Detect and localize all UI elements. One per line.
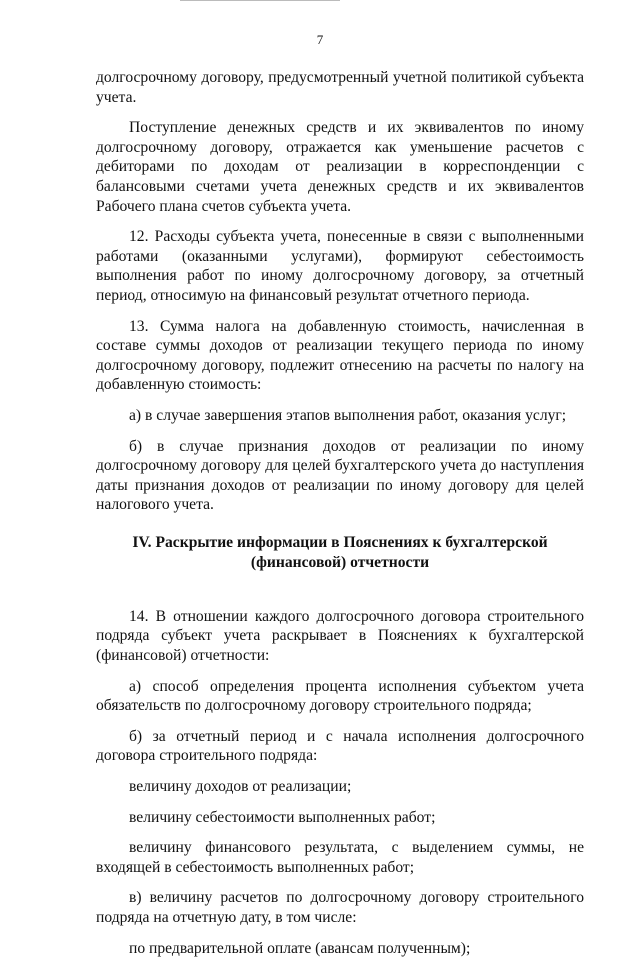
paragraph-14b: б) за отчетный период и с начала исполнения долгосрочного договора строительного подряда: (96, 727, 584, 765)
section-heading (96, 533, 584, 573)
paragraph-12: 12. Расходы субъекта учета, понесенные в связи с выполненными работами (оказанными услугами), формируют себестоимость выполнения работ по иному долгосрочному договору, за отчетный период, относимую на финансовый результат отчетного периода. (96, 228, 584, 304)
paragraph-14a: а) способ определения процента исполнения субъектом учета обязательств по долгосрочному договору строительного подряда; (96, 677, 584, 715)
page-number: 7 (316, 32, 324, 47)
paragraph-continuation: долгосрочному договору, предусмотренный учетной политикой субъекта учета. (96, 69, 584, 106)
list-item-cost: величину себестоимости выполненных работ; (129, 808, 436, 826)
paragraph-13b: б) в случае признания доходов от реализации по иному долгосрочному договору для целей бухгалтерского учета до наступления даты признания доходов от реализации по иному договору для целей налогового учета. (96, 437, 584, 514)
section-heading-line-2: (финансовой) отчетности (250, 553, 430, 571)
list-item-revenue: величину доходов от реализации; (129, 778, 352, 796)
paragraph-cash-receipts: Поступление денежных средств и их эквивалентов по иному долгосрочному договору, отражается как уменьшение расчетов с дебиторами по доходам от реализации в корреспонденции с балансовыми счетами учета денежных средств и их эквивалентов Рабочего плана счетов субъекта учета. (96, 119, 584, 215)
paragraph-13a: а) в случае завершения этапов выполнения работ, оказания услуг; (129, 406, 567, 424)
list-item-advances: по предварительной оплате (авансам полученным); (129, 939, 471, 957)
section-heading-line-1: IV. Раскрытие информации в Пояснениях к бухгалтерской (132, 533, 548, 551)
paragraph-13: 13. Сумма налога на добавленную стоимость, начисленная в составе суммы доходов от реализации текущего периода по иному долгосрочному договору, подлежит отнесению на расчеты по налогу на добавленную стоимость: (96, 317, 584, 394)
document-body (96, 68, 584, 969)
paragraph-14: 14. В отношении каждого долгосрочного договора строительного подряда субъект учета раскрывает в Пояснениях к бухгалтерской (финансовой) отчетности: (96, 607, 584, 665)
list-item-financial-result: величину финансового результата, с выделением суммы, не входящей в себестоимость выполненных работ; (96, 839, 584, 876)
paragraph-14v: в) величину расчетов по долгосрочному договору строительного подряда на отчетную дату, в том числе: (96, 889, 584, 926)
scan-edge-line (180, 0, 340, 1)
